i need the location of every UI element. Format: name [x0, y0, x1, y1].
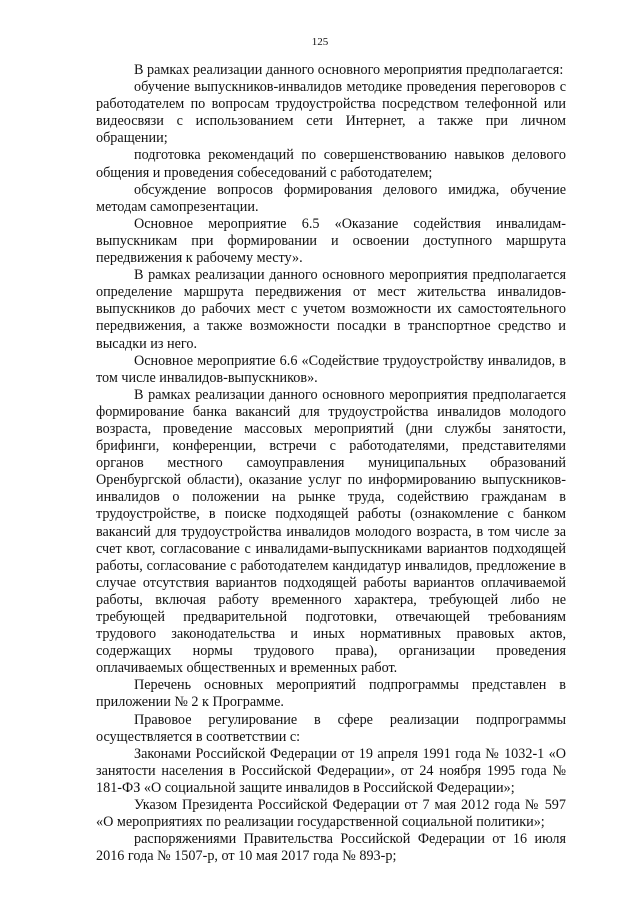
paragraph: Перечень основных мероприятий подпрограммы представлен в приложении № 2 к Программе.	[96, 677, 566, 711]
paragraph: подготовка рекомендаций по совершенствованию навыков делового общения и проведения собеседований с работодателем;	[96, 147, 566, 181]
body-text	[96, 62, 566, 865]
paragraph: В рамках реализации данного основного мероприятия предполагается формирование банка вакансий для трудоустройства инвалидов молодого возраста, проведение массовых мероприятий (дни службы занятости, брифинги, конференции, встречи с работодателями, представителями органов местного самоуправления муниципальных образований Оренбургской области), оказание услуг по информированию выпускников-инвалидов о положении на рынке труда, содействию гражданам в трудоустройстве, в поиске подходящей работы (ознакомление с банком вакансий для трудоустройства инвалидов молодого возраста, в том числе за счет квот, согласование с инвалидами-выпускниками вариантов подходящей работы, согласование с работодателем кандидатур инвалидов, предложение в случае отсутствия вариантов подходящей работы вариантов оплачиваемой работы, включая работу временного характера, требующей либо не требующей предварительной подготовки, отвечающей требованиям трудового законодательства и иных нормативных правовых актов, содержащих нормы трудового права), организации проведения оплачиваемых общественных и временных работ.	[96, 386, 566, 677]
paragraph: Законами Российской Федерации от 19 апреля 1991 года № 1032-1 «О занятости населения в Российской Федерации», от 24 ноября 1995 года № 181-ФЗ «О социальной защите инвалидов в Российской Федерации»;	[96, 745, 566, 796]
paragraph: обучение выпускников-инвалидов методике проведения переговоров с работодателем по вопросам трудоустройства посредством телефонной или видеосвязи с использованием сети Интернет, а также при личном обращении;	[96, 79, 566, 147]
paragraph: В рамках реализации данного основного мероприятия предполагается определение маршрута передвижения от мест жительства инвалидов-выпускников до рабочих мест с учетом возможности их самостоятельного передвижения, а также возможности посадки в транспортное средство и высадки из него.	[96, 267, 566, 352]
paragraph: Правовое регулирование в сфере реализации подпрограммы осуществляется в соответствии с:	[96, 711, 566, 745]
paragraph: Указом Президента Российской Федерации от 7 мая 2012 года № 597 «О мероприятиях по реализации государственной социальной политики»;	[96, 797, 566, 831]
paragraph: Основное мероприятие 6.5 «Оказание содействия инвалидам-выпускникам при формировании и освоении доступного маршрута передвижения к рабочему месту».	[96, 215, 566, 267]
paragraph: распоряжениями Правительства Российской Федерации от 16 июля 2016 года № 1507-р, от 10 мая 2017 года № 893-р;	[96, 831, 566, 865]
paragraph: В рамках реализации данного основного мероприятия предполагается:	[134, 62, 564, 78]
paragraph: Основное мероприятие 6.6 «Содействие трудоустройству инвалидов, в том числе инвалидов-выпускников».	[96, 352, 566, 386]
paragraph: обсуждение вопросов формирования делового имиджа, обучение методам самопрезентации.	[96, 181, 566, 215]
page-number: 125	[311, 36, 329, 48]
